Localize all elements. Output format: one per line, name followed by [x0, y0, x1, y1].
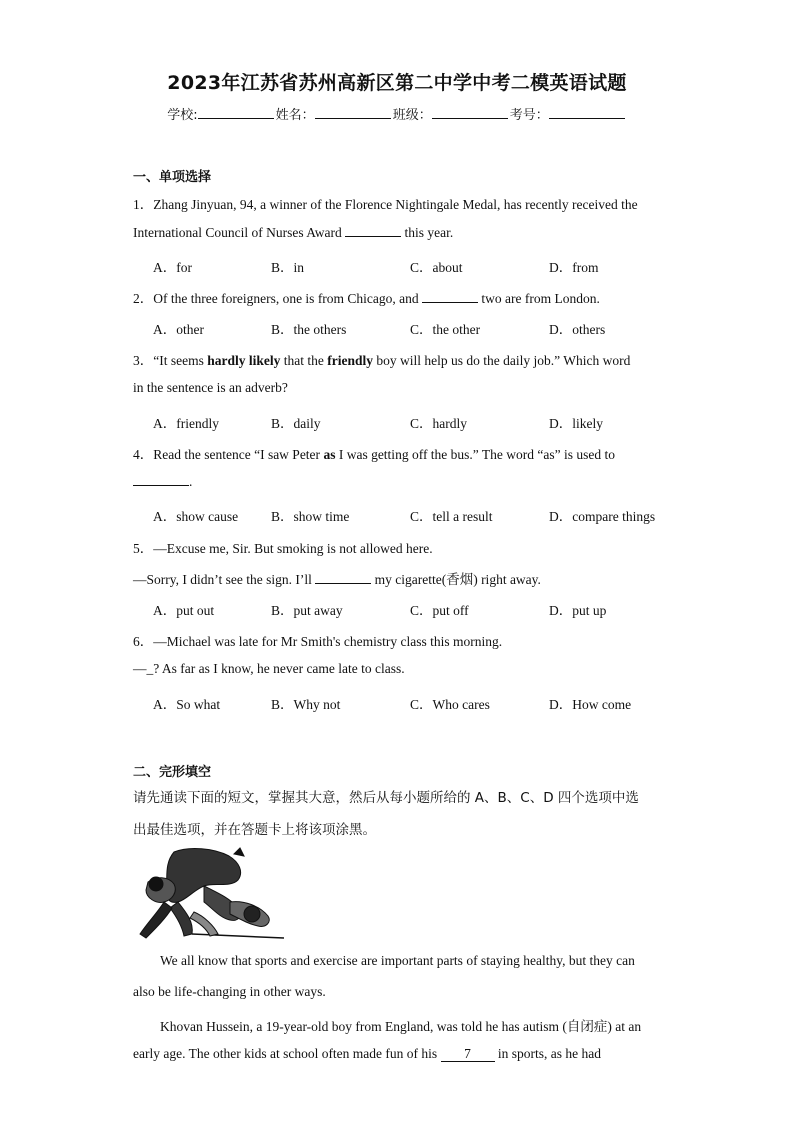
option-d: D．from: [549, 260, 599, 275]
option-c: C．the other: [410, 322, 481, 337]
option-c: C．about: [410, 260, 463, 275]
option-a: A．put out: [153, 603, 215, 618]
school-label: 学校:: [167, 108, 198, 123]
passage-paragraph-1-line-2: also be life-changing in other ways.: [133, 984, 326, 999]
option-b: B．the others: [271, 322, 347, 337]
option-b: B．show time: [271, 509, 350, 524]
question-text: this year.: [401, 225, 454, 240]
question-2: [133, 287, 600, 307]
option-d: D．How come: [549, 697, 632, 712]
question-text: .: [189, 474, 193, 489]
section-heading: 二、完形填空: [133, 765, 212, 780]
exam-number-label: 考号：: [509, 108, 549, 123]
option-a: A．other: [153, 322, 204, 337]
option-a: A．So what: [153, 697, 221, 712]
instructions-line-2: 出最佳选项，并在答题卡上将该项涂黑。: [133, 822, 376, 838]
bold-phrase: hardly likely: [207, 353, 281, 368]
exam-number-field[interactable]: [549, 106, 625, 119]
name-label: 姓名：: [275, 108, 315, 123]
name-field[interactable]: [315, 106, 391, 119]
question-text: I was getting off the bus.” The word “as” is used to: [335, 447, 616, 462]
blank-7: 7: [441, 1046, 495, 1062]
answer-blank: [315, 572, 371, 584]
student-info-row: [0, 104, 794, 123]
question-text: boy will help us do the daily job.” Which word: [373, 353, 631, 368]
option-b: B．Why not: [271, 697, 341, 712]
question-text: my cigarette(香烟) right away.: [371, 572, 541, 587]
option-d: D．likely: [549, 416, 603, 431]
option-a: A．show cause: [153, 509, 239, 524]
question-text: —Sorry, I didn’t see the sign. I’ll: [133, 572, 316, 587]
option-c: C．hardly: [410, 416, 467, 431]
question-text: that the: [280, 353, 328, 368]
question-4-line-2: [133, 474, 192, 490]
question-3-line-2: in the sentence is an adverb?: [133, 380, 288, 395]
question-1-line-1: 1．Zhang Jinyuan, 94, a winner of the Florence Nightingale Medal, has recently received the: [133, 197, 638, 212]
question-text: two are from London.: [478, 291, 600, 306]
question-1-line-2: [133, 225, 453, 241]
question-3-line-1: [133, 349, 630, 369]
option-d: D．others: [549, 322, 606, 337]
question-6-line-2: —_? As far as I know, he never came late to class.: [133, 661, 405, 676]
option-c: C．put off: [410, 603, 469, 618]
question-5-line-2: [133, 568, 541, 588]
passage-text: in sports, as he had: [494, 1046, 602, 1061]
option-d: D．put up: [549, 603, 607, 618]
answer-blank: [345, 225, 401, 237]
question-text: 4．Read the sentence “I saw Peter: [133, 447, 324, 462]
class-label: 班级：: [392, 108, 432, 123]
question-text: International Council of Nurses Award: [133, 225, 346, 240]
option-a: A．friendly: [153, 416, 219, 431]
option-a: A．for: [153, 260, 192, 275]
bold-phrase: friendly: [327, 353, 373, 368]
option-b: B．in: [271, 260, 305, 275]
passage-paragraph-2-line-2: [133, 1046, 601, 1062]
instructions-line-1: 请先通读下面的短文，掌握其大意，然后从每小题所给的 A、B、C、D 四个选项中选: [133, 790, 639, 806]
question-6-line-1: 6．—Michael was late for Mr Smith's chemistry class this morning.: [133, 634, 503, 649]
question-5-line-1: 5．—Excuse me, Sir. But smoking is not allowed here.: [133, 541, 433, 556]
passage-paragraph-2-line-1: Khovan Hussein, a 19-year-old boy from England, was told he has autism (自闭症) at an: [160, 1019, 642, 1034]
section-heading: 一、单项选择: [133, 170, 212, 185]
bold-phrase: as: [323, 447, 336, 462]
class-field[interactable]: [432, 106, 508, 119]
school-field[interactable]: [198, 106, 274, 119]
passage-text: early age. The other kids at school often made fun of his: [133, 1046, 441, 1061]
answer-blank: [133, 474, 189, 486]
wrestling-illustration: [134, 842, 284, 942]
option-b: B．put away: [271, 603, 343, 618]
option-c: C．Who cares: [410, 697, 490, 712]
option-b: B．daily: [271, 416, 321, 431]
page-title: 2023年江苏省苏州高新区第二中学中考二模英语试题: [167, 72, 627, 94]
question-text: 3．“It seems: [133, 353, 208, 368]
question-4-line-1: [133, 443, 615, 463]
option-c: C．tell a result: [410, 509, 493, 524]
question-text: 2．Of the three foreigners, one is from Chicago, and: [133, 291, 423, 306]
answer-blank: [422, 291, 478, 303]
option-d: D．compare things: [549, 509, 656, 524]
passage-paragraph-1-line-1: We all know that sports and exercise are important parts of staying healthy, but they can: [160, 953, 635, 968]
